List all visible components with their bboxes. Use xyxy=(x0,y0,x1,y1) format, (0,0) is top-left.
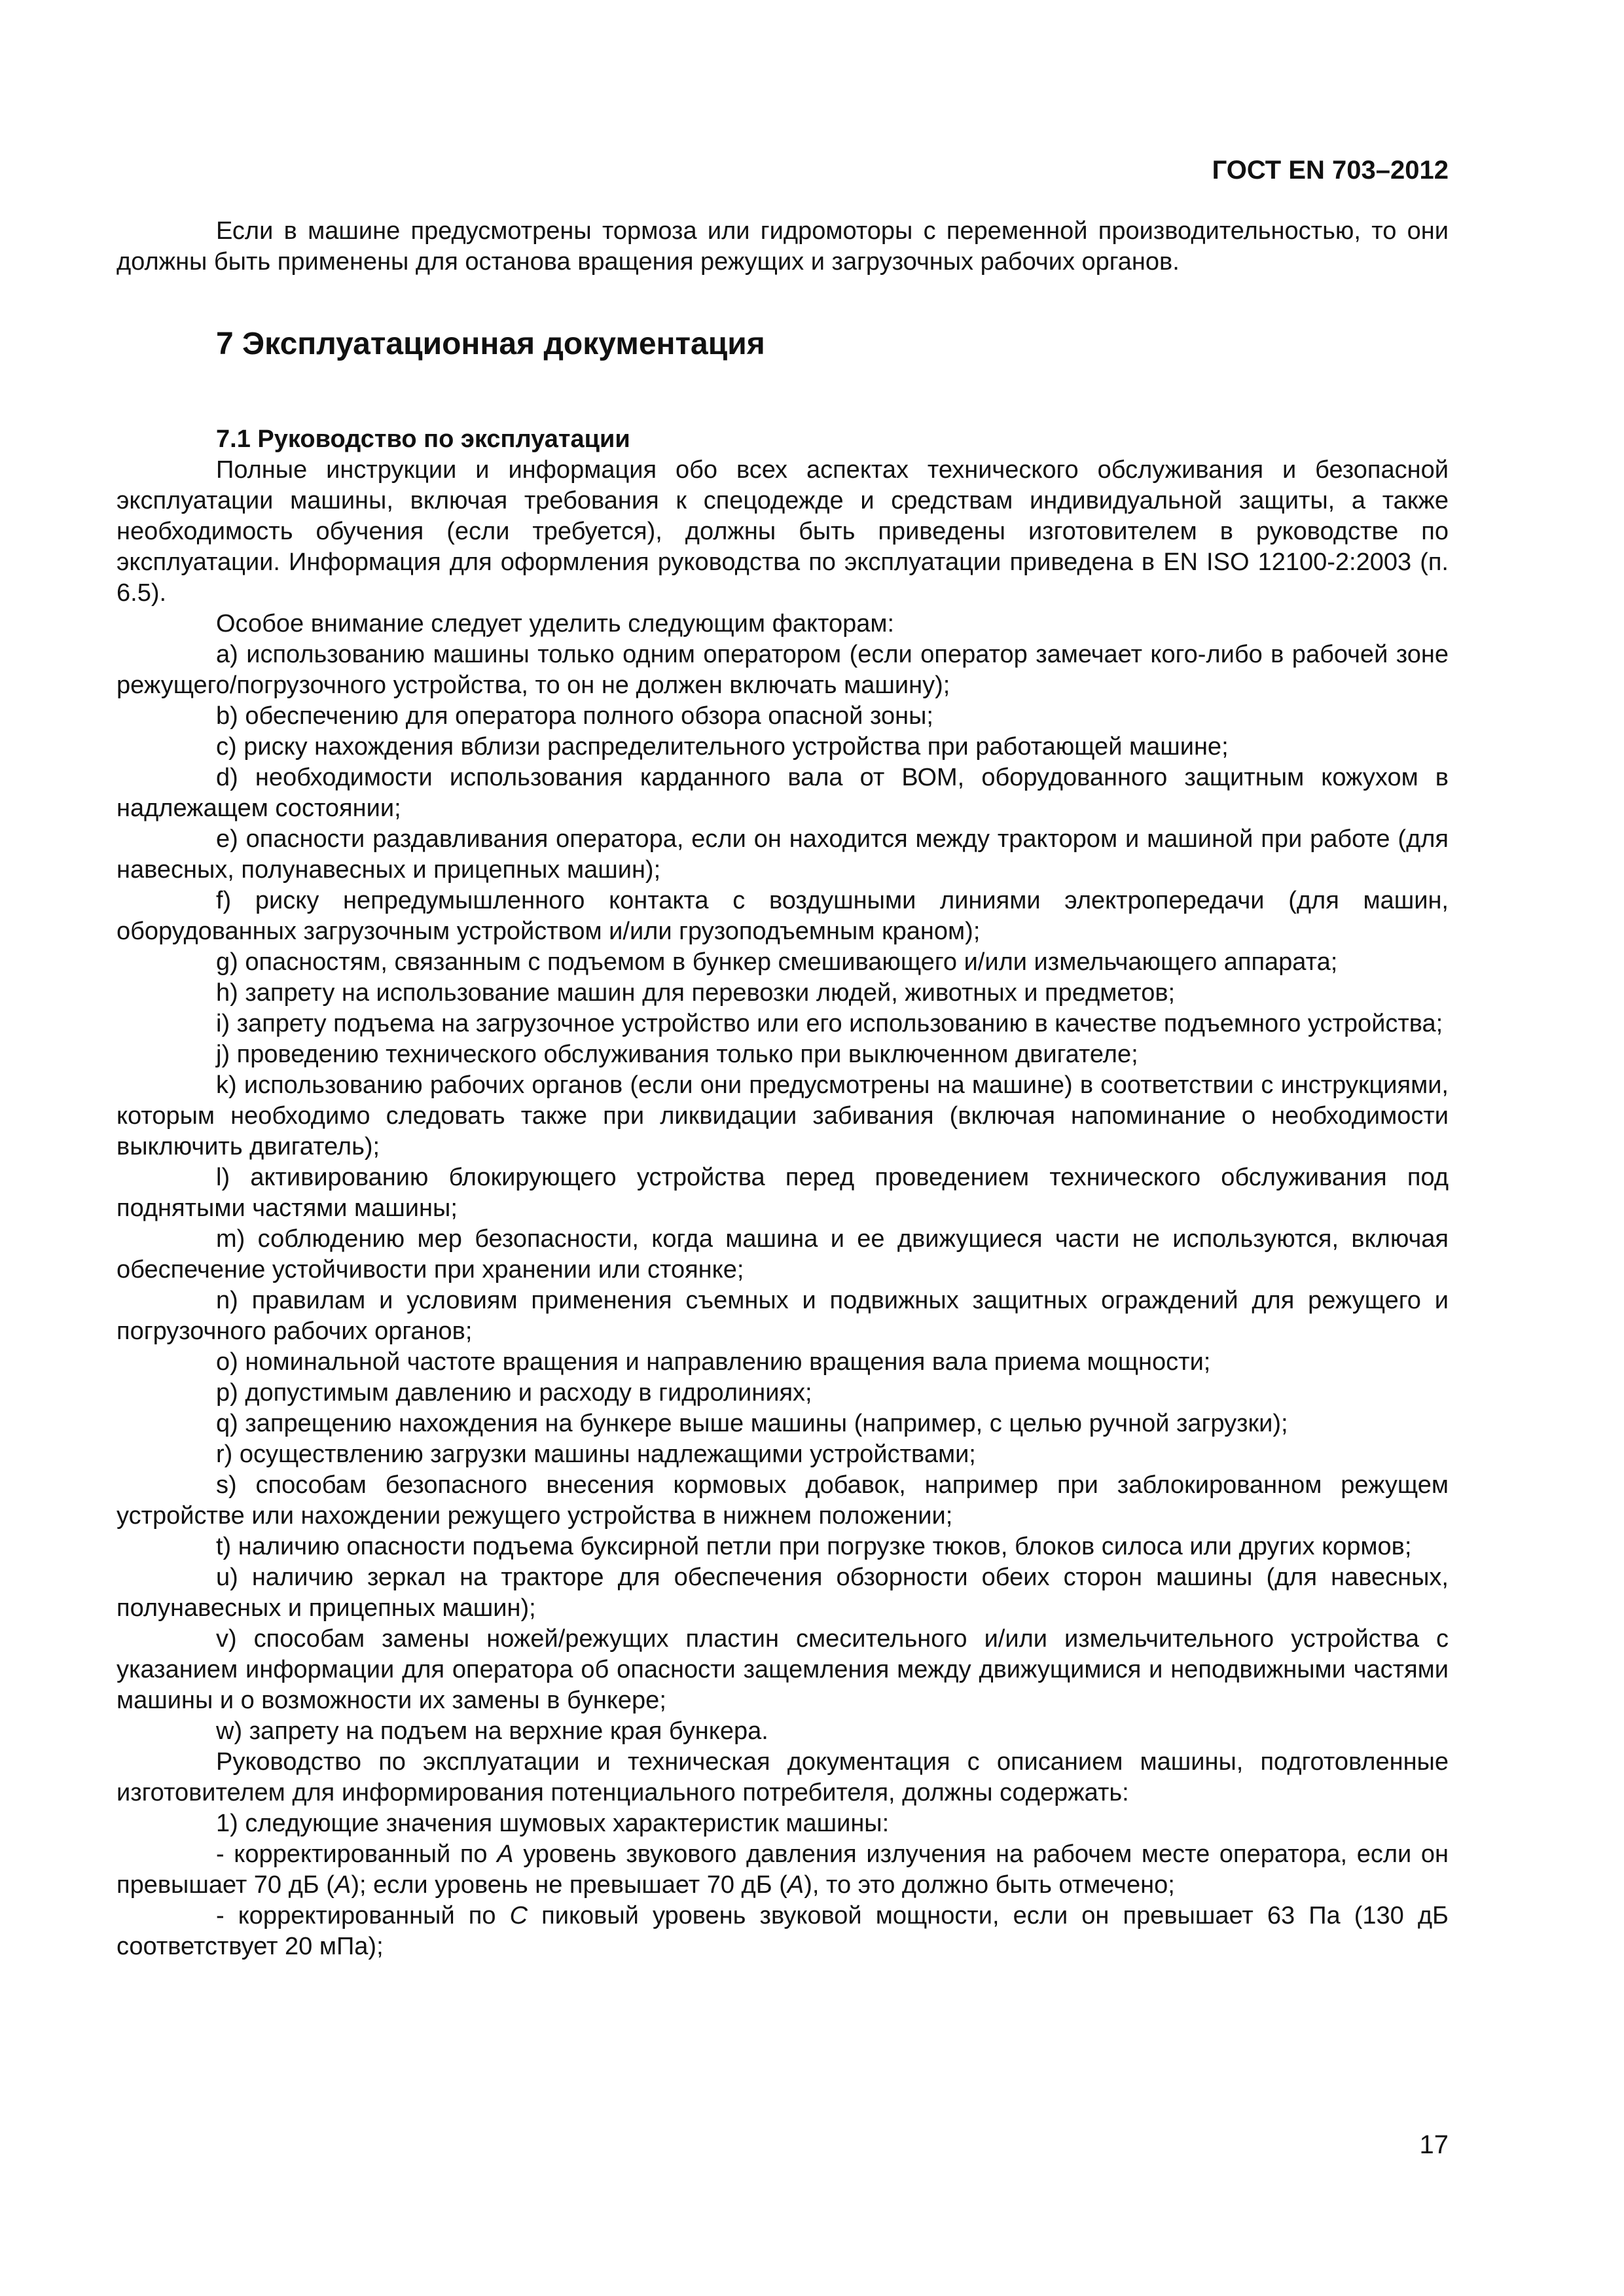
paragraph: Полные инструкции и информация обо всех аспектах технического обслуживания и безопасной эксплуатации машины, включая требования к спецодежде и средствам индивидуальной защиты, а также необходимость обучения (если требуется), должны быть приведены изготовителем в руководстве по эксплуатации. Информация для оформления руководства по эксплуатации приведена в EN ISO 12100-2:2003 (п. 6.5). xyxy=(117,456,1449,607)
list-item: n) правилам и условиям применения съемных и подвижных защитных ограждений для режущего и погрузочного рабочих органов; xyxy=(117,1287,1449,1345)
italic-letter: A xyxy=(497,1840,514,1868)
list-item: m) соблюдению мер безопасности, когда машина и ее движущиеся части не используются, включая обеспечение устойчивости при хранении или стоянке; xyxy=(117,1225,1449,1283)
text-run: - корректированный по xyxy=(216,1840,497,1868)
list-item: l) активированию блокирующего устройства перед проведением технического обслуживания под поднятыми частями машины; xyxy=(117,1164,1449,1222)
list-item: a) использованию машины только одним оператором (если оператор замечает кого-либо в рабочей зоне режущего/погрузочного устройства, то он не должен включать машину); xyxy=(117,641,1449,699)
list-item: j) проведению технического обслуживания только при выключенном двигателе; xyxy=(216,1041,1138,1068)
section-title: 7 Эксплуатационная документация xyxy=(216,327,765,361)
list-item: e) опасности раздавливания оператора, если он находится между трактором и машиной при работе (для навесных, полунавесных и прицепных машин); xyxy=(117,825,1449,884)
italic-letter: A xyxy=(787,1871,804,1899)
paragraph: Руководство по эксплуатации и техническая документация с описанием машины, подготовленные изготовителем для информирования потенциального потребителя, должны содержать: xyxy=(117,1748,1449,1806)
list-item: r) осуществлению загрузки машины надлежащими устройствами; xyxy=(216,1441,976,1468)
text-run: пиковый уровень звуковой мощности, если он превышает 63 Па (130 дБ соответствует 20 мПа); xyxy=(117,1902,1449,1960)
list-item: s) способам безопасного внесения кормовых добавок, например при заблокированном режущем устройстве или нахождении режущего устройства в нижнем положении; xyxy=(117,1471,1449,1530)
list-item: v) способам замены ножей/режущих пластин смесительного и/или измельчительного устройства с указанием информации для оператора об опасности защемления между движущимися и неподвижными частями машины и о возможности их замены в бункере; xyxy=(117,1625,1449,1714)
list-item: g) опасностям, связанным с подъемом в бункер смешивающего и/или измельчающего аппарата; xyxy=(216,948,1338,976)
list-item: q) запрещению нахождения на бункере выше машины (например, с целью ручной загрузки); xyxy=(216,1410,1288,1437)
list-item: o) номинальной частоте вращения и направлению вращения вала приема мощности; xyxy=(216,1348,1211,1376)
list-item: i) запрету подъема на загрузочное устройство или его использованию в качестве подъемного устройства; xyxy=(216,1010,1443,1037)
page-content xyxy=(117,216,1449,1962)
list-item: k) использованию рабочих органов (если они предусмотрены на машине) в соответствии с инструкциями, которым необходимо следовать также при ликвидации забивания (включая напоминание о необходимости выключить двигатель); xyxy=(117,1071,1449,1160)
text-run: - корректированный по xyxy=(216,1902,510,1929)
text-run: ); если уровень не превышает 70 дБ ( xyxy=(351,1871,787,1899)
list-item: b) обеспечению для оператора полного обзора опасной зоны; xyxy=(216,702,933,730)
list-item: c) риску нахождения вблизи распределительного устройства при работающей машине; xyxy=(216,733,1229,761)
list-item: p) допустимым давлению и расходу в гидролиниях; xyxy=(216,1379,812,1407)
list-item: u) наличию зеркал на тракторе для обеспечения обзорности обеих сторон машины (для навесных, полунавесных и прицепных машин); xyxy=(117,1564,1449,1622)
text-run: ), то это должно быть отмечено; xyxy=(804,1871,1175,1899)
list-item: t) наличию опасности подъема буксирной петли при погрузке тюков, блоков силоса или других кормов; xyxy=(216,1533,1412,1560)
list-item: d) необходимости использования карданного вала от ВОМ, оборудованного защитным кожухом в надлежащем состоянии; xyxy=(117,764,1449,822)
intro-paragraph: Если в машине предусмотрены тормоза или гидромоторы с переменной производительностью, то они должны быть применены для останова вращения режущих и загрузочных рабочих органов. xyxy=(117,217,1449,276)
italic-letter: A xyxy=(334,1871,352,1899)
list-item: f) риску непредумышленного контакта с воздушными линиями электропередачи (для машин, оборудованных загрузочным устройством и/или грузоподъемным краном); xyxy=(117,887,1449,945)
noise-item xyxy=(117,1839,1449,1901)
page-number: 17 xyxy=(1419,2130,1449,2159)
list-item: w) запрету на подъем на верхние края бункера. xyxy=(216,1717,768,1745)
italic-letter: C xyxy=(509,1902,528,1929)
subsection-title: 7.1 Руководство по эксплуатации xyxy=(216,425,630,453)
list-item: h) запрету на использование машин для перевозки людей, животных и предметов; xyxy=(216,979,1176,1007)
paragraph: Особое внимание следует уделить следующим факторам: xyxy=(216,610,895,637)
paragraph: 1) следующие значения шумовых характеристик машины: xyxy=(216,1810,890,1837)
text-run: уровень звукового давления излучения на рабочем месте оператора, если он превышает 70 дБ ( xyxy=(117,1840,1449,1899)
noise-item xyxy=(117,1901,1449,1962)
document-code: ГОСТ EN 703–2012 xyxy=(1212,156,1449,185)
